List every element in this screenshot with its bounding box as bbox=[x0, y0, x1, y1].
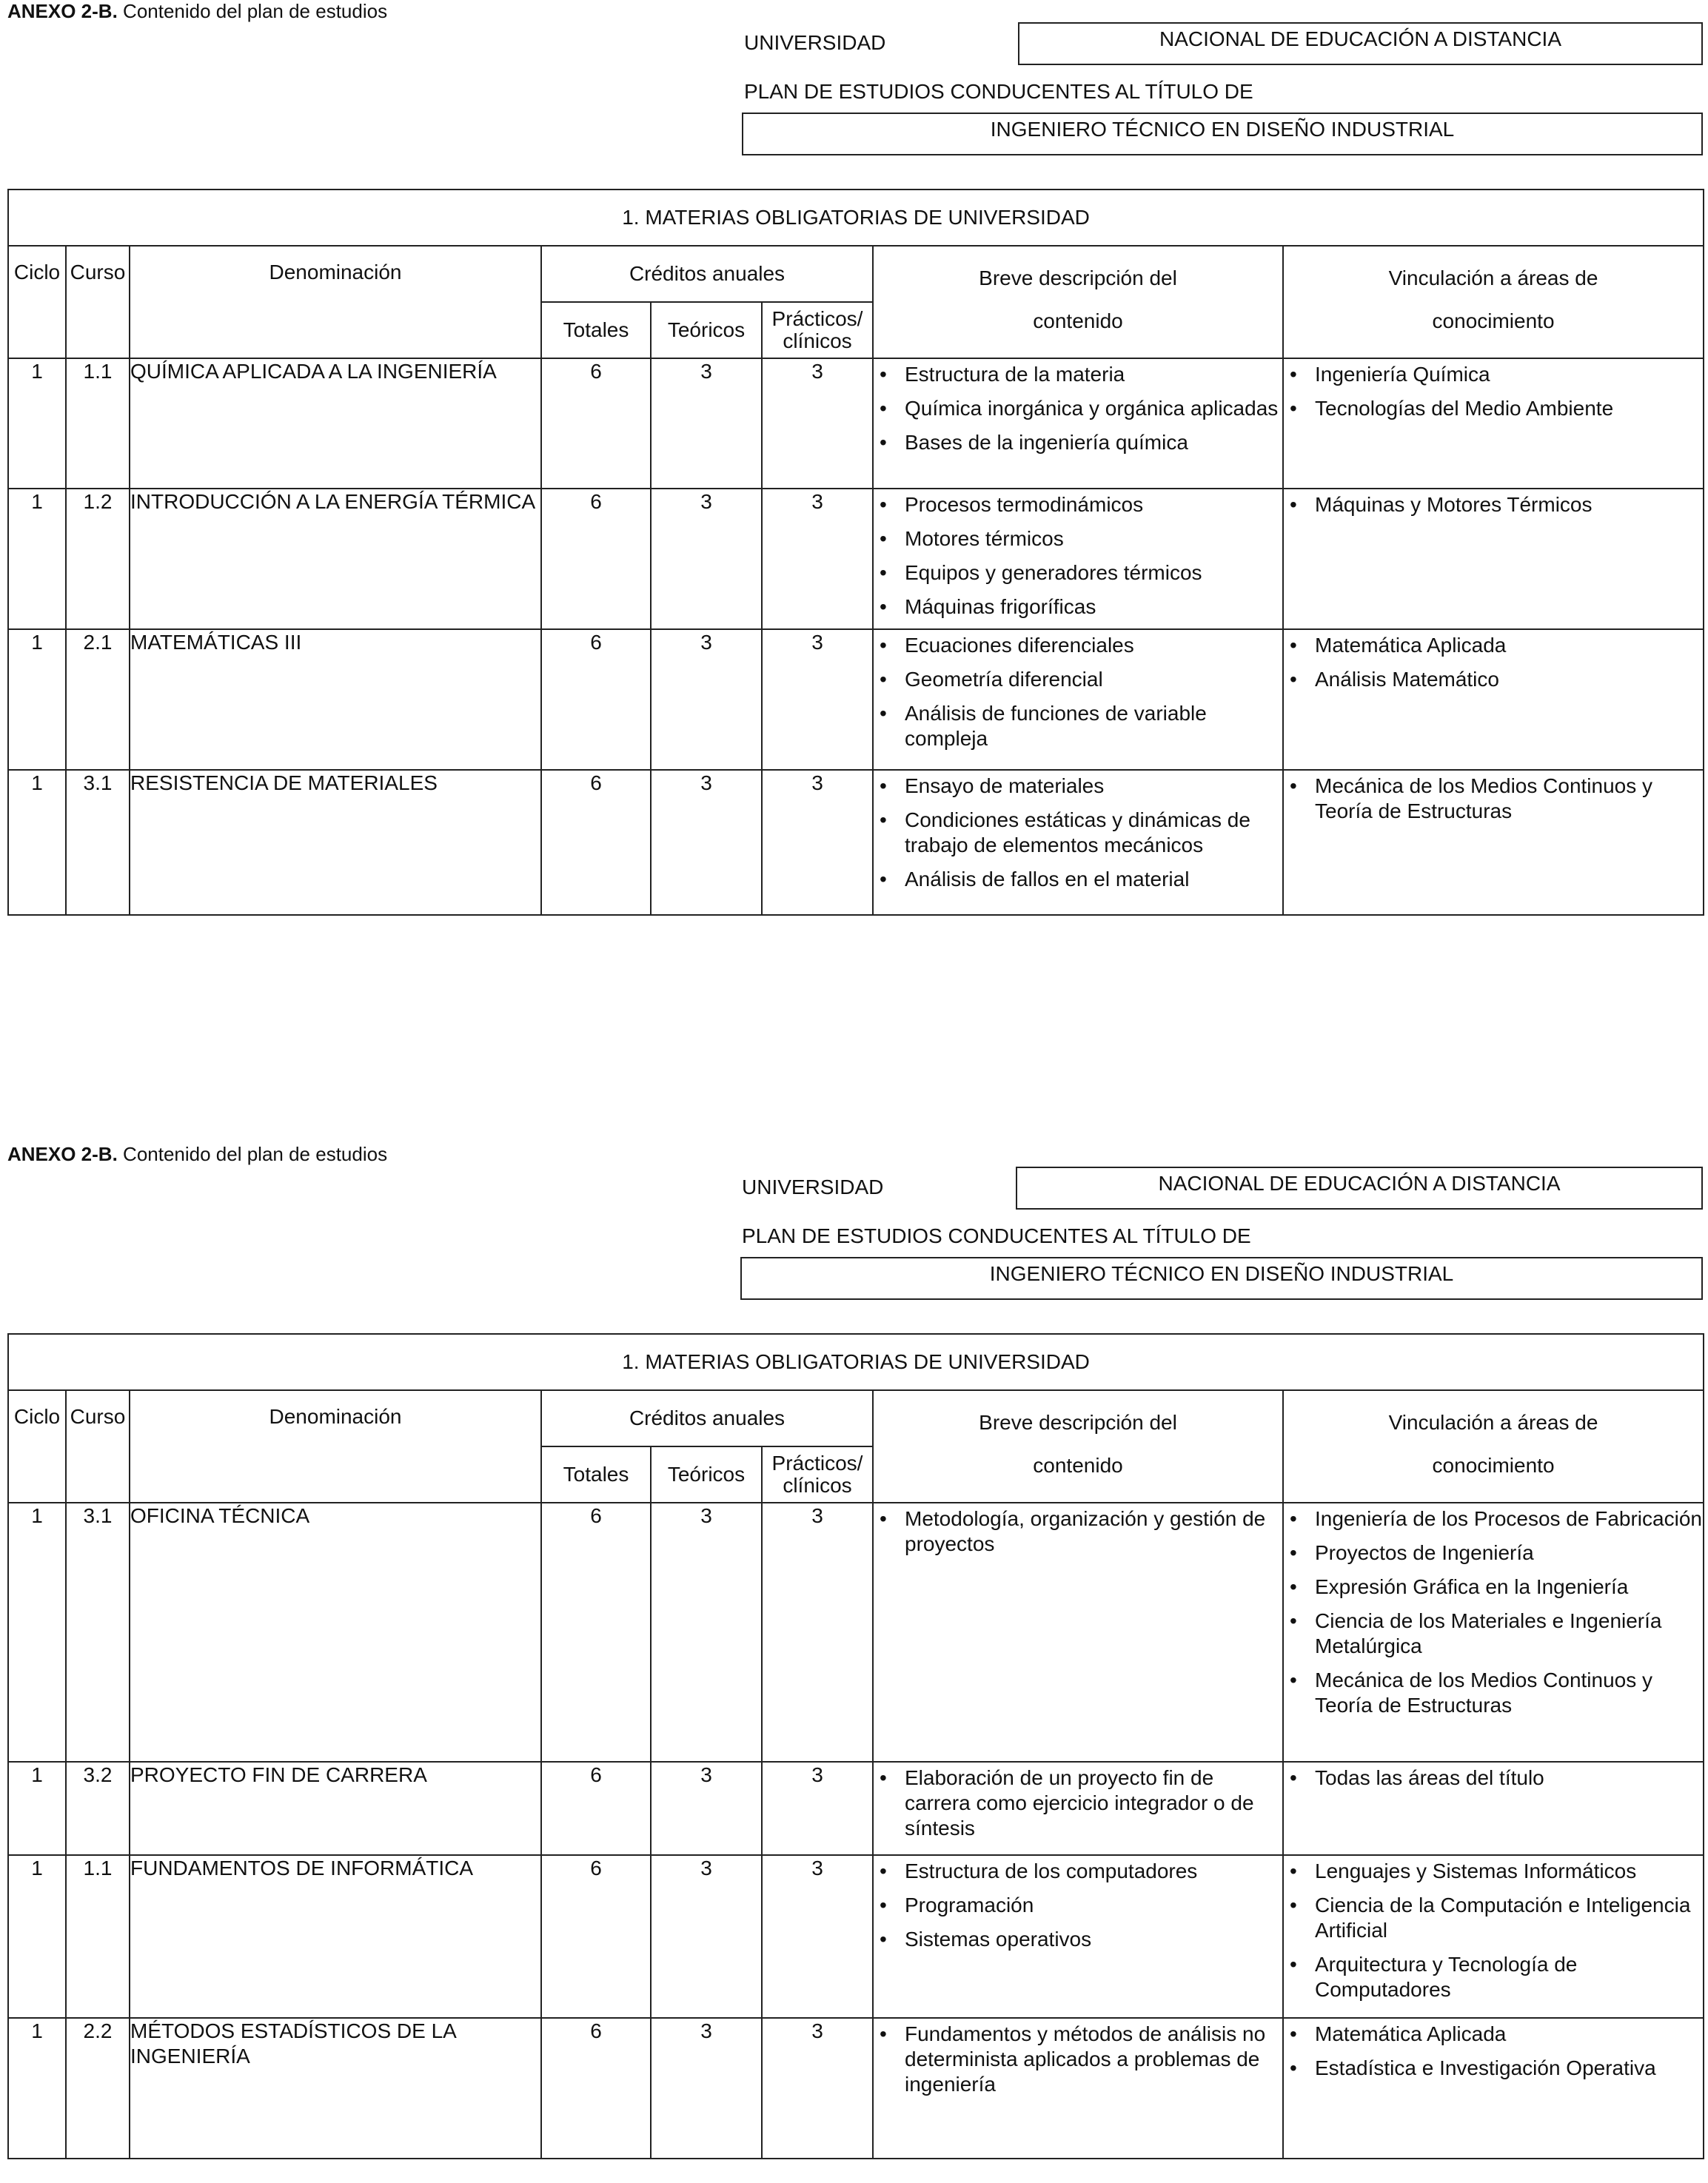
header-descripcion bbox=[873, 246, 1283, 358]
cell-ciclo: 1 bbox=[8, 489, 66, 629]
list-item: • Expresión Gráfica en la Ingeniería bbox=[1315, 1575, 1703, 1600]
annex-title bbox=[7, 0, 387, 22]
header-ciclo: Ciclo bbox=[8, 1390, 66, 1503]
cell-practicos: 3 bbox=[762, 1503, 873, 1762]
cell-descripcion bbox=[873, 770, 1283, 915]
cell-practicos: 3 bbox=[762, 629, 873, 770]
list-item: • Análisis de funciones de variable compleja bbox=[905, 701, 1282, 751]
cell-descripcion bbox=[873, 358, 1283, 489]
list-item: • Mecánica de los Medios Continuos y Teoría de Estructuras bbox=[1315, 774, 1703, 824]
cell-descripcion bbox=[873, 2018, 1283, 2159]
cell-denominacion: MATEMÁTICAS III bbox=[130, 629, 541, 770]
cell-totales: 6 bbox=[541, 770, 651, 915]
cell-descripcion bbox=[873, 1855, 1283, 2018]
header-curso: Curso bbox=[66, 246, 130, 358]
table-banner: 1. MATERIAS OBLIGATORIAS DE UNIVERSIDAD bbox=[8, 190, 1704, 246]
list-item: • Estadística e Investigación Operativa bbox=[1315, 2056, 1703, 2081]
header-practicos bbox=[762, 1446, 873, 1503]
header-descripcion-line2: contenido bbox=[1033, 1454, 1123, 1477]
table-row bbox=[8, 489, 1704, 629]
cell-totales: 6 bbox=[541, 358, 651, 489]
list-item: • Geometría diferencial bbox=[905, 667, 1282, 692]
header-practicos-line2: clínicos bbox=[783, 329, 852, 352]
table-row bbox=[8, 358, 1704, 489]
list-item: • Tecnologías del Medio Ambiente bbox=[1315, 396, 1703, 421]
cell-ciclo: 1 bbox=[8, 1503, 66, 1762]
cell-practicos: 3 bbox=[762, 2018, 873, 2159]
subjects-table bbox=[7, 1333, 1704, 2159]
list-item: • Máquinas y Motores Térmicos bbox=[1315, 492, 1703, 517]
cell-curso: 1.1 bbox=[66, 1855, 130, 2018]
list-item: • Matemática Aplicada bbox=[1315, 633, 1703, 658]
list-item: • Ciencia de la Computación e Inteligencia Artificial bbox=[1315, 1893, 1703, 1943]
table-row bbox=[8, 1503, 1704, 1762]
plan-label: PLAN DE ESTUDIOS CONDUCENTES AL TÍTULO DE bbox=[742, 1224, 1251, 1247]
cell-ciclo: 1 bbox=[8, 629, 66, 770]
header-teoricos: Teóricos bbox=[651, 302, 762, 358]
cell-practicos: 3 bbox=[762, 770, 873, 915]
header-creditos: Créditos anuales bbox=[541, 246, 873, 302]
cell-curso: 3.1 bbox=[66, 770, 130, 915]
cell-totales: 6 bbox=[541, 1503, 651, 1762]
cell-teoricos: 3 bbox=[651, 1762, 762, 1855]
cell-curso: 3.2 bbox=[66, 1762, 130, 1855]
header-curso: Curso bbox=[66, 1390, 130, 1503]
cell-curso: 1.2 bbox=[66, 489, 130, 629]
cell-ciclo: 1 bbox=[8, 770, 66, 915]
header-practicos-line1: Prácticos/ bbox=[771, 307, 863, 330]
table-row bbox=[8, 1855, 1704, 2018]
cell-practicos: 3 bbox=[762, 489, 873, 629]
annex-section-2 bbox=[7, 1143, 1703, 2098]
cell-totales: 6 bbox=[541, 1762, 651, 1855]
header-denominacion: Denominación bbox=[130, 246, 541, 358]
list-item: • Estructura de los computadores bbox=[905, 1859, 1282, 1884]
annex-title-rest: Contenido del plan de estudios bbox=[117, 1143, 388, 1165]
list-item: • Análisis de fallos en el material bbox=[905, 867, 1282, 892]
cell-vinculacion bbox=[1283, 2018, 1704, 2159]
universidad-label: UNIVERSIDAD bbox=[742, 1176, 884, 1198]
header-practicos bbox=[762, 302, 873, 358]
header-practicos-line2: clínicos bbox=[783, 1474, 852, 1497]
table-banner: 1. MATERIAS OBLIGATORIAS DE UNIVERSIDAD bbox=[8, 1334, 1704, 1390]
list-item: • Fundamentos y métodos de análisis no determinista aplicados a problemas de ingeniería bbox=[905, 2022, 1282, 2097]
cell-ciclo: 1 bbox=[8, 2018, 66, 2159]
list-item: • Análisis Matemático bbox=[1315, 667, 1703, 692]
cell-teoricos: 3 bbox=[651, 358, 762, 489]
cell-denominacion: MÉTODOS ESTADÍSTICOS DE LA INGENIERÍA bbox=[130, 2018, 541, 2159]
cell-teoricos: 3 bbox=[651, 1855, 762, 2018]
cell-vinculacion bbox=[1283, 770, 1704, 915]
cell-vinculacion bbox=[1283, 629, 1704, 770]
table-row bbox=[8, 2018, 1704, 2159]
cell-teoricos: 3 bbox=[651, 1503, 762, 1762]
annex-section-1 bbox=[7, 0, 1703, 955]
cell-vinculacion bbox=[1283, 1762, 1704, 1855]
subjects-table bbox=[7, 189, 1704, 916]
cell-totales: 6 bbox=[541, 2018, 651, 2159]
cell-teoricos: 3 bbox=[651, 629, 762, 770]
cell-denominacion: OFICINA TÉCNICA bbox=[130, 1503, 541, 1762]
universidad-label: UNIVERSIDAD bbox=[744, 31, 886, 54]
header-descripcion-line1: Breve descripción del bbox=[979, 1411, 1177, 1434]
cell-ciclo: 1 bbox=[8, 358, 66, 489]
annex-title-rest: Contenido del plan de estudios bbox=[117, 0, 388, 22]
list-item: • Ingeniería Química bbox=[1315, 362, 1703, 387]
annex-title-bold: ANEXO 2-B. bbox=[7, 1143, 118, 1165]
cell-totales: 6 bbox=[541, 489, 651, 629]
header-descripcion bbox=[873, 1390, 1283, 1503]
plan-value-box: INGENIERO TÉCNICO EN DISEÑO INDUSTRIAL bbox=[742, 113, 1703, 155]
header-practicos-line1: Prácticos/ bbox=[771, 1452, 863, 1475]
cell-teoricos: 3 bbox=[651, 489, 762, 629]
cell-ciclo: 1 bbox=[8, 1762, 66, 1855]
list-item: • Sistemas operativos bbox=[905, 1927, 1282, 1952]
header-ciclo: Ciclo bbox=[8, 246, 66, 358]
universidad-value-box: NACIONAL DE EDUCACIÓN A DISTANCIA bbox=[1016, 1167, 1703, 1210]
cell-totales: 6 bbox=[541, 1855, 651, 2018]
list-item: • Estructura de la materia bbox=[905, 362, 1282, 387]
list-item: • Ciencia de los Materiales e Ingeniería Metalúrgica bbox=[1315, 1609, 1703, 1659]
header-totales: Totales bbox=[541, 302, 651, 358]
list-item: • Procesos termodinámicos bbox=[905, 492, 1282, 517]
header-vinculacion-line2: conocimiento bbox=[1432, 1454, 1555, 1477]
header-vinculacion-line2: conocimiento bbox=[1432, 309, 1555, 332]
cell-curso: 3.1 bbox=[66, 1503, 130, 1762]
cell-curso: 2.1 bbox=[66, 629, 130, 770]
list-item: • Matemática Aplicada bbox=[1315, 2022, 1703, 2047]
cell-vinculacion bbox=[1283, 1503, 1704, 1762]
list-item: • Ingeniería de los Procesos de Fabricación bbox=[1315, 1506, 1703, 1532]
header-vinculacion-line1: Vinculación a áreas de bbox=[1388, 266, 1598, 289]
cell-curso: 1.1 bbox=[66, 358, 130, 489]
header-teoricos: Teóricos bbox=[651, 1446, 762, 1503]
cell-ciclo: 1 bbox=[8, 1855, 66, 2018]
cell-descripcion bbox=[873, 629, 1283, 770]
cell-vinculacion bbox=[1283, 358, 1704, 489]
header-vinculacion-line1: Vinculación a áreas de bbox=[1388, 1411, 1598, 1434]
cell-curso: 2.2 bbox=[66, 2018, 130, 2159]
list-item: • Metodología, organización y gestión de proyectos bbox=[905, 1506, 1282, 1557]
cell-denominacion: RESISTENCIA DE MATERIALES bbox=[130, 770, 541, 915]
cell-denominacion: QUÍMICA APLICADA A LA INGENIERÍA bbox=[130, 358, 541, 489]
cell-practicos: 3 bbox=[762, 1855, 873, 2018]
list-item: • Programación bbox=[905, 1893, 1282, 1918]
cell-totales: 6 bbox=[541, 629, 651, 770]
annex-title-bold: ANEXO 2-B. bbox=[7, 0, 118, 22]
header-vinculacion bbox=[1283, 1390, 1704, 1503]
header-denominacion: Denominación bbox=[130, 1390, 541, 1503]
list-item: • Mecánica de los Medios Continuos y Teoría de Estructuras bbox=[1315, 1668, 1703, 1718]
list-item: • Arquitectura y Tecnología de Computadores bbox=[1315, 1952, 1703, 2002]
header-descripcion-line2: contenido bbox=[1033, 309, 1123, 332]
cell-descripcion bbox=[873, 1503, 1283, 1762]
cell-descripcion bbox=[873, 489, 1283, 629]
cell-denominacion: FUNDAMENTOS DE INFORMÁTICA bbox=[130, 1855, 541, 2018]
plan-value-box: INGENIERO TÉCNICO EN DISEÑO INDUSTRIAL bbox=[740, 1257, 1703, 1300]
list-item: • Todas las áreas del título bbox=[1315, 1765, 1703, 1791]
list-item: • Ensayo de materiales bbox=[905, 774, 1282, 799]
list-item: • Bases de la ingeniería química bbox=[905, 430, 1282, 455]
cell-denominacion: PROYECTO FIN DE CARRERA bbox=[130, 1762, 541, 1855]
table-row bbox=[8, 770, 1704, 915]
cell-vinculacion bbox=[1283, 1855, 1704, 2018]
header-creditos: Créditos anuales bbox=[541, 1390, 873, 1446]
header-totales: Totales bbox=[541, 1446, 651, 1503]
cell-practicos: 3 bbox=[762, 1762, 873, 1855]
cell-teoricos: 3 bbox=[651, 770, 762, 915]
header-descripcion-line1: Breve descripción del bbox=[979, 266, 1177, 289]
list-item: • Máquinas frigoríficas bbox=[905, 594, 1282, 620]
list-item: • Motores térmicos bbox=[905, 526, 1282, 551]
list-item: • Ecuaciones diferenciales bbox=[905, 633, 1282, 658]
cell-descripcion bbox=[873, 1762, 1283, 1855]
table-row bbox=[8, 629, 1704, 770]
list-item: • Proyectos de Ingeniería bbox=[1315, 1540, 1703, 1566]
list-item: • Elaboración de un proyecto fin de carrera como ejercicio integrador o de síntesis bbox=[905, 1765, 1282, 1841]
table-row bbox=[8, 1762, 1704, 1855]
universidad-value-box: NACIONAL DE EDUCACIÓN A DISTANCIA bbox=[1018, 22, 1703, 65]
cell-vinculacion bbox=[1283, 489, 1704, 629]
plan-label: PLAN DE ESTUDIOS CONDUCENTES AL TÍTULO DE bbox=[744, 80, 1253, 103]
list-item: • Lenguajes y Sistemas Informáticos bbox=[1315, 1859, 1703, 1884]
cell-denominacion: INTRODUCCIÓN A LA ENERGÍA TÉRMICA bbox=[130, 489, 541, 629]
list-item: • Química inorgánica y orgánica aplicadas bbox=[905, 396, 1282, 421]
header-vinculacion bbox=[1283, 246, 1704, 358]
list-item: • Equipos y generadores térmicos bbox=[905, 560, 1282, 586]
cell-practicos: 3 bbox=[762, 358, 873, 489]
annex-title bbox=[7, 1143, 387, 1165]
cell-teoricos: 3 bbox=[651, 2018, 762, 2159]
list-item: • Condiciones estáticas y dinámicas de trabajo de elementos mecánicos bbox=[905, 808, 1282, 858]
